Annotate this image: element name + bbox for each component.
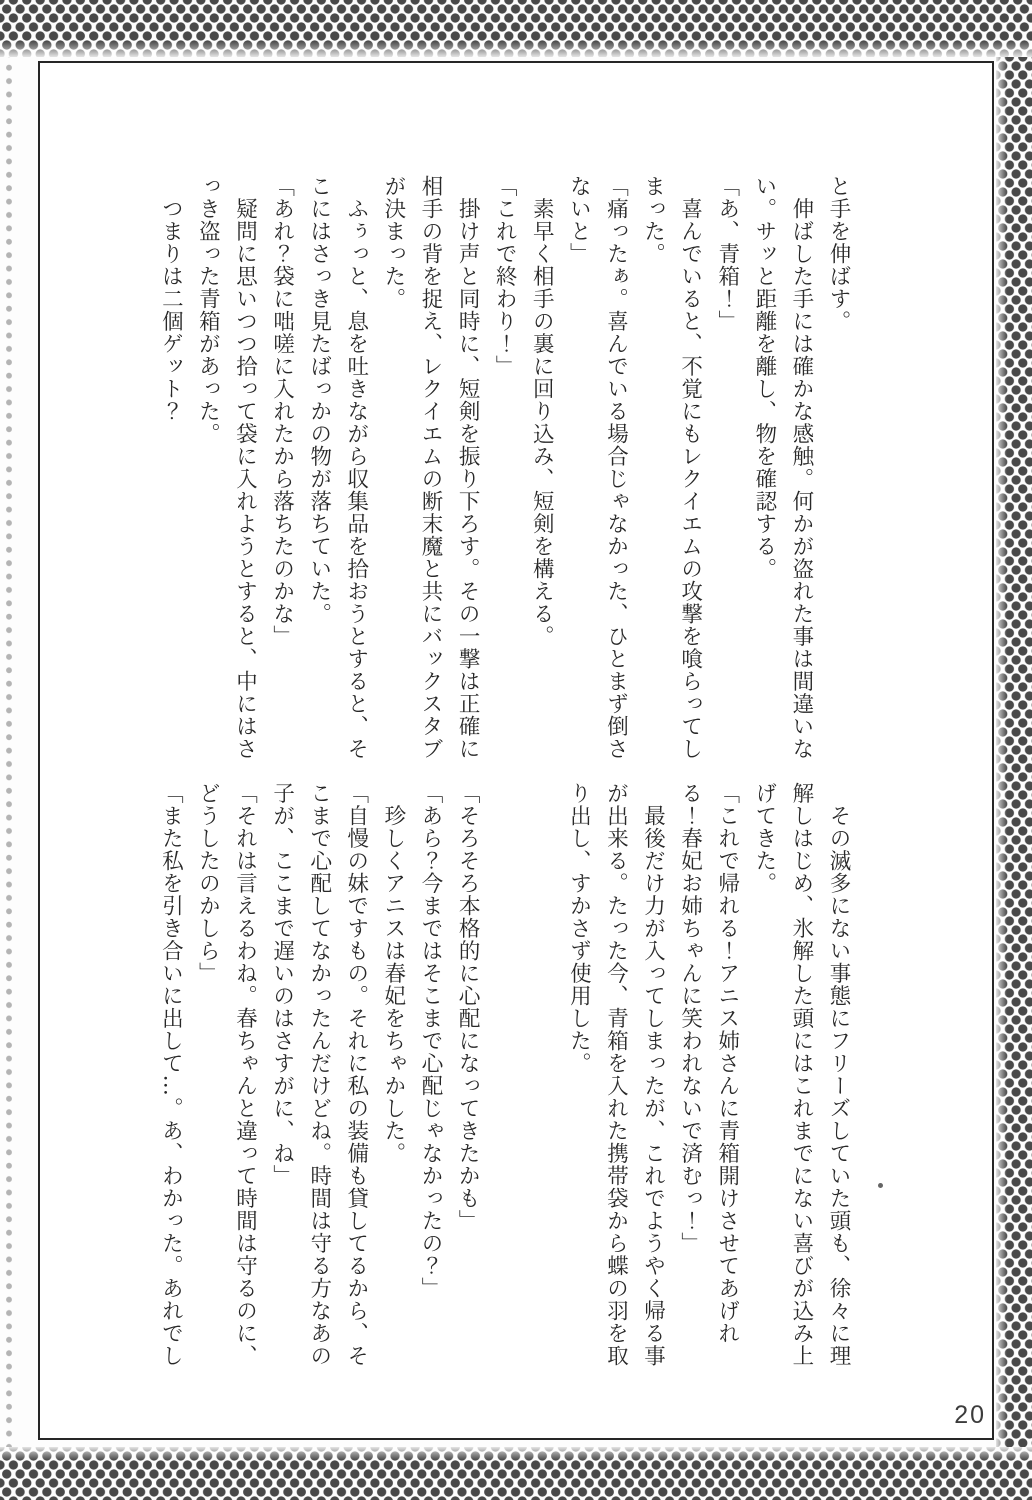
- halftone-border-top: [0, 0, 1032, 57]
- text-column: 「あれ？袋に咄嗟に入れたから落ちたのかな」: [269, 175, 295, 648]
- text-column: と手を伸ばす。: [826, 175, 851, 333]
- text-column: 最後だけ力が入ってしまったが、これでようやく帰る事: [640, 782, 666, 1367]
- text-column: 「自慢の妹ですもの。それに私の装備も貸してるから、そ: [343, 782, 369, 1367]
- text-column: 子が、ここまで遅いのはさすがに、ね」: [269, 782, 295, 1187]
- text-column: [523, 782, 560, 1382]
- text-column: どうしたのかしら」: [195, 782, 221, 985]
- text-column: こまで心配してなかったんだけどね。時間は守る方なあの: [306, 782, 332, 1367]
- text-column: 「それは言えるわね。春ちゃんと違って時間は守るのに、: [232, 782, 258, 1367]
- text-column: 素早く相手の裏に回り込み、短剣を構える。: [529, 175, 555, 648]
- text-column: り出し、すかさず使用した。: [566, 782, 592, 1075]
- text-column: その滅多にない事態にフリーズしていた頭も、徐々に理: [826, 782, 851, 1367]
- text-column: が決まった。: [380, 175, 406, 310]
- text-column: 喜んでいると、不覚にもレクイエムの攻撃を喰らってし: [677, 175, 703, 760]
- text-column: 「あら？今まではそこまで心配じゃなかったの？」: [417, 782, 443, 1300]
- story-text-lower: [152, 782, 857, 1382]
- text-column: 相手の背を捉え、レクイエムの断末魔と共にバックスタブ: [417, 175, 443, 760]
- page-frame: [38, 61, 994, 1440]
- text-column: ないと」: [566, 175, 592, 265]
- ink-speck: [878, 1183, 883, 1188]
- text-column: 「そろそろ本格的に心配になってきたかも」: [455, 782, 481, 1232]
- text-column: い。サッと距離を離し、物を確認する。: [751, 175, 777, 580]
- text-column: 「また私を引き合いに出して…。あ、わかった。あれでし: [158, 782, 184, 1367]
- text-column: っき盗った青箱があった。: [195, 175, 221, 445]
- halftone-border-bottom: [0, 1447, 1032, 1500]
- text-column: つまりは二個ゲット？: [158, 175, 184, 423]
- halftone-border-left: [0, 57, 15, 1447]
- text-column: まった。: [640, 175, 666, 265]
- halftone-border-right: [996, 57, 1032, 1447]
- text-column: 「痛ったぁ。喜んでいる場合じゃなかった、ひとまず倒さ: [603, 175, 629, 760]
- text-column: が出来る。たった今、青箱を入れた携帯袋から蝶の羽を取: [603, 782, 629, 1367]
- page-number: 20: [954, 1401, 986, 1429]
- text-column: 掛け声と同時に、短剣を振り下ろす。その一撃は正確に: [455, 175, 481, 760]
- text-column: 伸ばした手には確かな感触。何かが盗れた事は間違いな: [788, 175, 814, 760]
- text-column: 珍しくアニスは春妃をちゃかした。: [380, 782, 406, 1165]
- text-column: 疑問に思いつつ拾って袋に入れようとすると、中にはさ: [232, 175, 258, 760]
- text-column: ふぅっと、息を吐きながら収集品を拾おうとすると、そ: [343, 175, 369, 760]
- text-column: [486, 782, 523, 1382]
- text-column: 「これで終わり！」: [492, 175, 518, 378]
- text-column: 解しはじめ、氷解した頭にはこれまでにない喜びが込み上: [788, 782, 814, 1367]
- text-column: 「これで帰れる！アニス姉さんに青箱開けさせてあげれ: [714, 782, 740, 1345]
- text-column: 「あ、青箱！」: [714, 175, 740, 333]
- text-column: げてきた。: [751, 782, 777, 895]
- story-text-upper: [152, 175, 857, 775]
- text-column: る！春妃お姉ちゃんに笑われないで済むっ！」: [677, 782, 703, 1255]
- text-column: こにはさっき見たばっかの物が落ちていた。: [306, 175, 332, 625]
